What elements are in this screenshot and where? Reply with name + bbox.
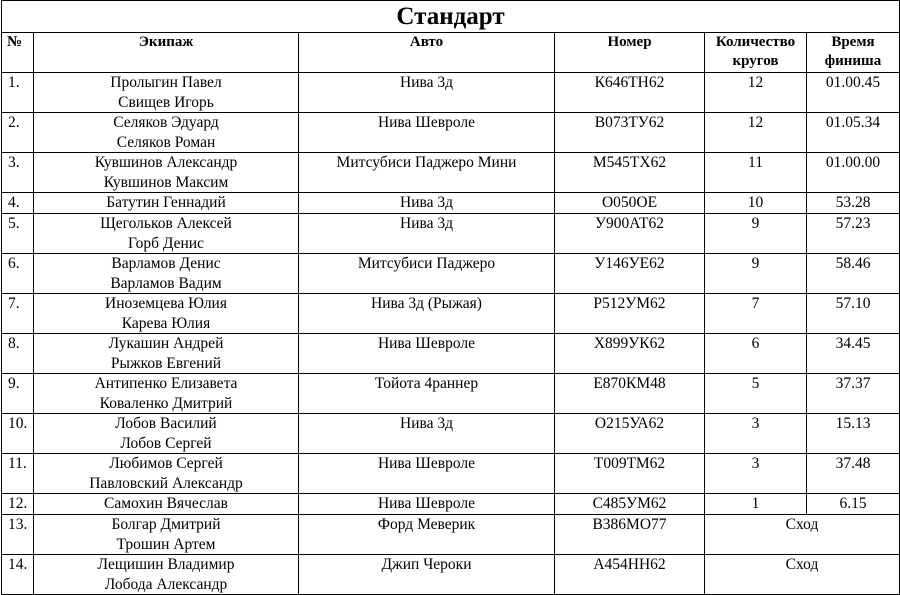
cell-car: Митсубиси Паджеро (299, 254, 555, 294)
cell-plate: Т009ТМ62 (555, 454, 705, 494)
crew-member: Лобода Александр (104, 575, 228, 593)
cell-plate: В386МО77 (555, 515, 705, 555)
cell-laps: 10 (705, 193, 807, 214)
cell-crew (34, 414, 299, 454)
table-row (2, 414, 900, 454)
crew-member: Трошин Артем (116, 535, 216, 553)
table-row (2, 555, 900, 595)
cell-time: 57.10 (807, 294, 900, 334)
results-table (1, 0, 900, 595)
header-laps-line1: Количество (715, 34, 796, 50)
crew-member: Антипенко Елизавета (94, 375, 238, 392)
crew-member: Лещишин Владимир (97, 556, 235, 573)
cell-time: 15.13 (807, 414, 900, 454)
cell-num: 9. (2, 374, 34, 414)
crew-member: Любимов Сергей (109, 455, 223, 472)
crew-member: Лобов Василий (115, 415, 217, 432)
cell-car: Нива 3д (299, 214, 555, 254)
cell-crew (34, 214, 299, 254)
header-time-line1: Время (831, 34, 875, 50)
cell-crew (34, 73, 299, 113)
cell-time: 53.28 (807, 193, 900, 214)
cell-num: 12. (2, 494, 34, 515)
cell-plate: К646ТН62 (555, 73, 705, 113)
header-time (807, 33, 900, 73)
crew-member: Иноземцева Юлия (105, 295, 227, 312)
cell-time: 58.46 (807, 254, 900, 294)
cell-num: 7. (2, 294, 34, 334)
crew-member: Щегольков Алексей (100, 215, 232, 232)
cell-num: 1. (2, 73, 34, 113)
cell-crew (34, 454, 299, 494)
cell-car: Нива 3д (299, 73, 555, 113)
cell-laps: 6 (705, 334, 807, 374)
table-row (2, 193, 900, 214)
cell-crew (34, 374, 299, 414)
cell-crew (34, 153, 299, 193)
cell-num: 6. (2, 254, 34, 294)
cell-plate: Х899УК62 (555, 334, 705, 374)
cell-car: Нива Шевроле (299, 113, 555, 153)
crew-member: Лукашин Андрей (108, 335, 224, 352)
cell-plate: М545ТХ62 (555, 153, 705, 193)
cell-car: Нива 3д (299, 193, 555, 214)
header-time-line2: финиша (824, 53, 882, 69)
table-row (2, 294, 900, 334)
cell-laps: 3 (705, 414, 807, 454)
cell-status: Сход (705, 555, 900, 595)
cell-plate: С485УМ62 (555, 494, 705, 515)
cell-laps: 9 (705, 214, 807, 254)
table-row (2, 515, 900, 555)
crew-member: Варламов Денис (111, 255, 221, 272)
cell-laps: 11 (705, 153, 807, 193)
header-crew: Экипаж (34, 33, 299, 73)
crew-member: Варламов Вадим (110, 274, 222, 292)
cell-time: 01.00.00 (807, 153, 900, 193)
cell-crew (34, 113, 299, 153)
header-car: Авто (299, 33, 555, 73)
cell-num: 14. (2, 555, 34, 595)
cell-plate: В073ТУ62 (555, 113, 705, 153)
cell-plate: А454НН62 (555, 555, 705, 595)
cell-time: 34.45 (807, 334, 900, 374)
table-row (2, 73, 900, 113)
table-title: Стандарт (2, 1, 900, 33)
cell-num: 2. (2, 113, 34, 153)
cell-plate: У146УЕ62 (555, 254, 705, 294)
header-plate: Номер (555, 33, 705, 73)
cell-laps: 12 (705, 73, 807, 113)
cell-laps: 3 (705, 454, 807, 494)
cell-plate: О050ОЕ (555, 193, 705, 214)
crew-member: Селяков Роман (116, 133, 216, 151)
cell-car: Нива Шевроле (299, 454, 555, 494)
crew-member: Карева Юлия (121, 314, 211, 332)
cell-num: 10. (2, 414, 34, 454)
table-row (2, 153, 900, 193)
cell-car: Тойота 4раннер (299, 374, 555, 414)
cell-crew (34, 254, 299, 294)
cell-plate: У900АТ62 (555, 214, 705, 254)
table-row (2, 254, 900, 294)
cell-laps: 9 (705, 254, 807, 294)
cell-crew (34, 294, 299, 334)
cell-time: 6.15 (807, 494, 900, 515)
crew-member: Горб Денис (128, 234, 204, 252)
crew-member: Коваленко Дмитрий (99, 394, 233, 412)
cell-laps: 5 (705, 374, 807, 414)
header-num: № (2, 33, 34, 73)
cell-time: 37.37 (807, 374, 900, 414)
cell-time: 57.23 (807, 214, 900, 254)
cell-plate: О215УА62 (555, 414, 705, 454)
cell-num: 4. (2, 193, 34, 214)
table-row (2, 454, 900, 494)
cell-crew (34, 193, 299, 214)
cell-crew (34, 555, 299, 595)
header-laps-line2: кругов (732, 53, 779, 69)
cell-time: 01.05.34 (807, 113, 900, 153)
table-row (2, 374, 900, 414)
crew-member: Селяков Эдуард (113, 114, 219, 131)
cell-plate: Е870КМ48 (555, 374, 705, 414)
crew-member: Павловский Александр (89, 474, 243, 492)
table-row (2, 334, 900, 374)
cell-plate: Р512УМ62 (555, 294, 705, 334)
crew-member: Кувшинов Максим (103, 173, 229, 191)
cell-car: Митсубиси Паджеро Мини (299, 153, 555, 193)
table-body (2, 73, 900, 595)
table-row (2, 214, 900, 254)
cell-num: 3. (2, 153, 34, 193)
cell-crew (34, 494, 299, 515)
cell-num: 8. (2, 334, 34, 374)
crew-member: Свищев Игорь (118, 93, 214, 111)
cell-laps: 7 (705, 294, 807, 334)
cell-car: Нива 3д (299, 414, 555, 454)
table-row (2, 113, 900, 153)
crew-member: Батутин Геннадий (106, 194, 226, 211)
crew-member: Болгар Дмитрий (111, 516, 221, 533)
table-row (2, 494, 900, 515)
cell-car: Нива 3д (Рыжая) (299, 294, 555, 334)
crew-member: Лобов Сергей (120, 434, 212, 452)
crew-member: Самохин Вячеслав (104, 495, 228, 512)
crew-member: Кувшинов Александр (94, 154, 238, 171)
cell-num: 5. (2, 214, 34, 254)
cell-crew (34, 515, 299, 555)
cell-time: 01.00.45 (807, 73, 900, 113)
cell-car: Нива Шевроле (299, 334, 555, 374)
crew-member: Пролыгин Павел (110, 74, 222, 91)
crew-member: Рыжков Евгений (110, 354, 222, 372)
cell-status: Сход (705, 515, 900, 555)
cell-laps: 1 (705, 494, 807, 515)
header-laps (705, 33, 807, 73)
cell-num: 13. (2, 515, 34, 555)
cell-laps: 12 (705, 113, 807, 153)
cell-num: 11. (2, 454, 34, 494)
cell-car: Форд Меверик (299, 515, 555, 555)
cell-car: Джип Чероки (299, 555, 555, 595)
cell-car: Нива Шевроле (299, 494, 555, 515)
cell-time: 37.48 (807, 454, 900, 494)
cell-crew (34, 334, 299, 374)
